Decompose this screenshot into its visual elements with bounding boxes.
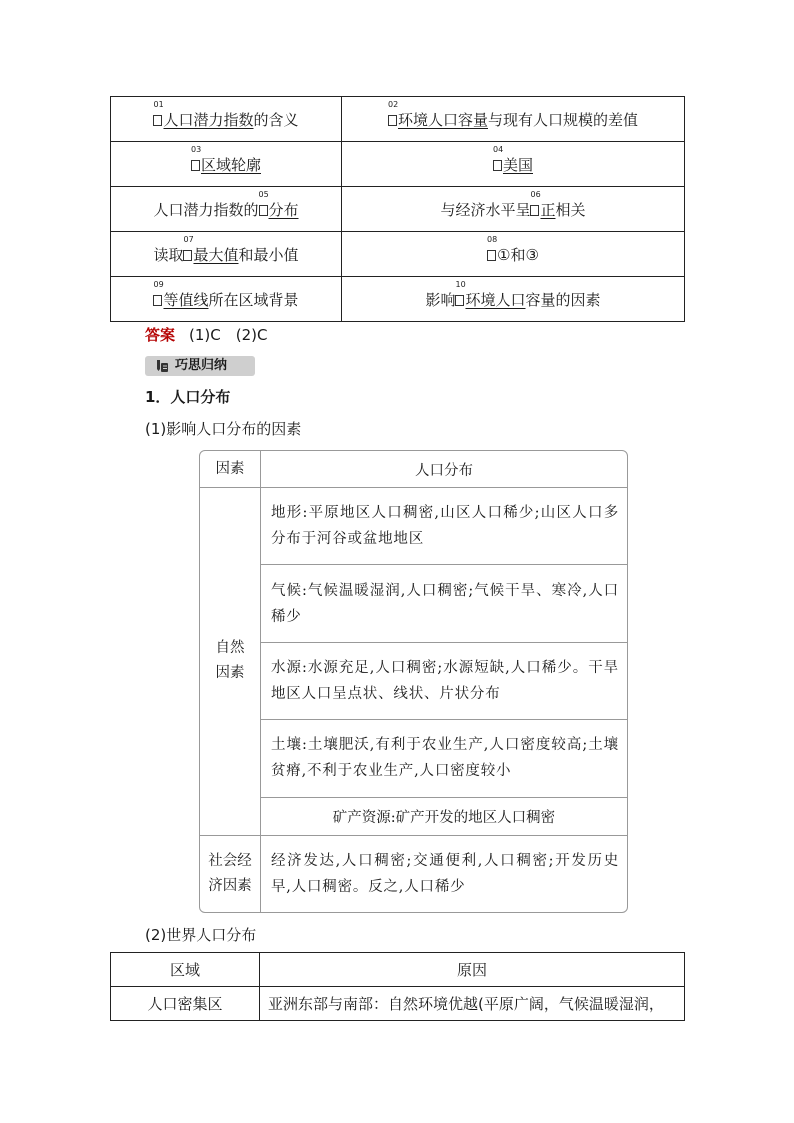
blank-marker: 04 [493, 156, 503, 174]
table-cell: 影响 10 环境人口容量的因素 [342, 277, 685, 322]
blank-box-icon [153, 115, 162, 126]
header-distribution: 人口分布 [261, 451, 628, 488]
region-cell: 人口密集区 [111, 987, 260, 1021]
pen-note-icon [155, 359, 169, 373]
answer-key-table [110, 96, 685, 322]
answer-label: 答案 [145, 326, 176, 344]
blank-marker: 09 [153, 291, 163, 309]
reason-cell: 亚洲东部与南部：自然环境优越(平原广阔，气候温暖湿润， [260, 987, 685, 1021]
table-row [200, 720, 627, 797]
table-cell: 04 美国 [342, 142, 685, 187]
table-cell: 01 人口潜力指数的含义 [111, 97, 342, 142]
blank-marker: 05 [259, 201, 269, 219]
table-cell: 03 区域轮廓 [111, 142, 342, 187]
table-header-row [111, 953, 685, 987]
factors-table [199, 450, 628, 913]
table-row [111, 277, 685, 322]
table-row [111, 232, 685, 277]
soil-cell: 土壤:土壤肥沃,有利于农业生产,人口密度较高;土壤贫瘠,不利于农业生产,人口密度较小 [261, 720, 628, 797]
blank-marker: 01 [153, 111, 163, 129]
header-reason: 原因 [260, 953, 685, 987]
terrain-cell: 地形:平原地区人口稠密,山区人口稀少;山区人口多分布于河谷或盆地地区 [261, 488, 628, 565]
table-row [111, 142, 685, 187]
table-row [200, 835, 627, 912]
blank-box-icon [493, 160, 502, 171]
blank-box-icon [259, 205, 268, 216]
blank-box-icon [183, 250, 192, 261]
table-row [200, 565, 627, 642]
world-distribution-table [110, 952, 685, 1021]
table-row [111, 987, 685, 1021]
blank-box-icon [455, 295, 464, 306]
blank-marker: 07 [183, 246, 193, 264]
blank-box-icon [191, 160, 200, 171]
table-cell: 人口潜力指数的 05 分布 [111, 187, 342, 232]
natural-factor-label: 自然因素 [200, 488, 261, 836]
table-row [200, 797, 627, 835]
blank-marker: 06 [530, 201, 540, 219]
summary-badge [145, 356, 255, 376]
badge-title: 巧思归纳 [175, 358, 228, 373]
section-heading: 1．人口分布 [145, 388, 231, 406]
answer-line [145, 324, 267, 345]
table-row [111, 97, 685, 142]
blank-box-icon [530, 205, 539, 216]
table-row [111, 187, 685, 232]
social-cell: 经济发达,人口稠密;交通便利,人口稠密;开发历史早,人口稠密。反之,人口稀少 [261, 835, 628, 912]
table-cell: 09 等值线所在区域背景 [111, 277, 342, 322]
social-factor-label: 社会经济因素 [200, 835, 261, 912]
table-cell: 与经济水平呈 06 正相关 [342, 187, 685, 232]
subsection-heading: (2)世界人口分布 [145, 926, 257, 944]
climate-cell: 气候:气候温暖湿润,人口稠密;气候干旱、寒冷,人口稀少 [261, 565, 628, 642]
blank-marker: 10 [455, 291, 465, 309]
answer-text: (1)C (2)C [189, 326, 268, 344]
blank-marker: 03 [191, 156, 201, 174]
table-cell: 08 ①和③ [342, 232, 685, 277]
blank-box-icon [153, 295, 162, 306]
header-region: 区域 [111, 953, 260, 987]
blank-marker: 08 [487, 246, 497, 264]
table-row [200, 488, 627, 565]
mineral-cell: 矿产资源:矿产开发的地区人口稠密 [261, 797, 628, 835]
subsection-heading: (1)影响人口分布的因素 [145, 420, 302, 438]
blank-marker: 02 [388, 111, 398, 129]
table-cell: 02 环境人口容量与现有人口规模的差值 [342, 97, 685, 142]
table-header-row [200, 451, 627, 488]
table-cell: 读取 07 最大值和最小值 [111, 232, 342, 277]
blank-box-icon [487, 250, 496, 261]
header-factor: 因素 [200, 451, 261, 488]
water-cell: 水源:水源充足,人口稠密;水源短缺,人口稀少。干旱地区人口呈点状、线状、片状分布 [261, 642, 628, 719]
table-row [200, 642, 627, 719]
blank-box-icon [388, 115, 397, 126]
